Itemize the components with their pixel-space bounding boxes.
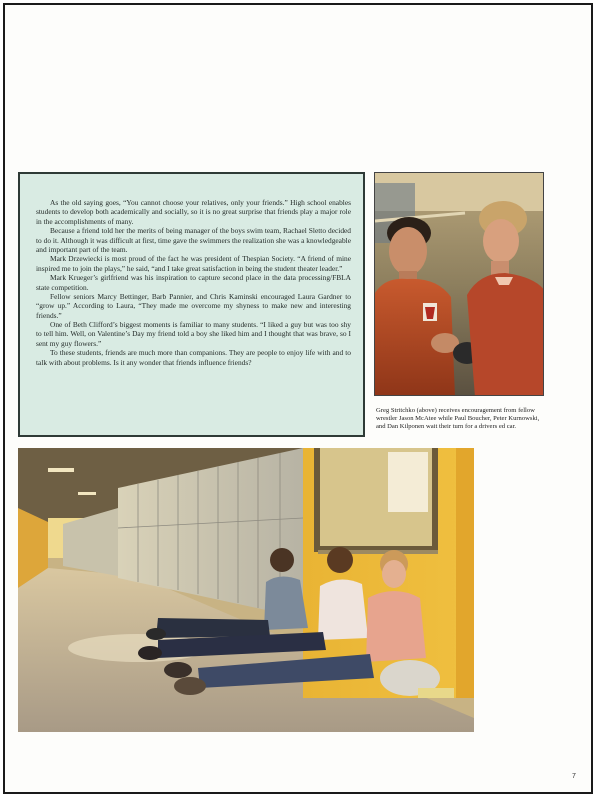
article-text-box <box>18 172 365 437</box>
paragraph: Fellow seniors Marcy Bettinger, Barb Pannier, and Chris Kaminski encouraged Laura Gardner to “grow up.” According to Laura, “They made me overcome my shyness to make new and interesting friends.” <box>36 291 351 320</box>
wrestlers-photo <box>374 172 544 396</box>
paragraph: To these students, friends are much more than companions. They are people to enjoy life with and to talk with about problems. Is it any wonder that friends influence friends? <box>36 348 351 367</box>
photo-caption: Greg Stritchko (above) receives encouragement from fellow wrestler Jason McAtee while Paul Boucher, Peter Kurnowski, and Dan Kilponen wait their turn for a drivers ed car. <box>376 407 540 431</box>
hallway-lockers-photo <box>18 448 474 732</box>
paragraph: Mark Krueger’s girlfriend was his inspiration to capture second place in the data processing/FBLA state competition. <box>36 273 351 292</box>
paragraph: Because a friend told her the merits of being manager of the boys swim team, Rachael Sletto decided to do it. Although it was difficult at first, time gave the swimmers the realization she was a knowledgeable and important part of the team. <box>36 226 351 254</box>
page-number: 7 <box>572 773 576 780</box>
paragraph: Mark Drzewiecki is most proud of the fact he was president of Thespian Society. “A friend of mine inspired me to join the plays,” he said, “and I take great satisfaction in being the student theater leader.” <box>36 254 351 273</box>
paragraph: One of Beth Clifford’s biggest moments is familiar to many students. “I liked a guy but was too shy to tell him. Well, on Valentine’s Day my friend told a boy she liked him and I thought that was brave, so I sent my guy flowers.” <box>36 320 351 348</box>
paragraph: As the old saying goes, “You cannot choose your relatives, only your friends.” High school enables students to develop both academically and socially, so it is no great surprise that friends play a major role in the accomplishments of many. <box>36 198 351 226</box>
